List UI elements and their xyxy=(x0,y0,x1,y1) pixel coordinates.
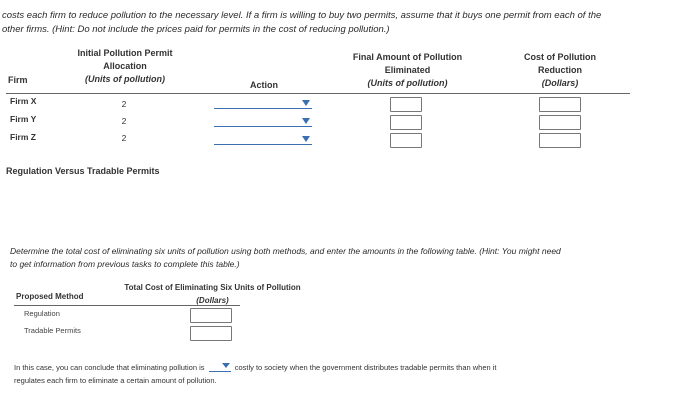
firm-z-cost-input[interactable] xyxy=(539,133,581,148)
conclusion-line1 xyxy=(14,361,694,372)
row-regulation-label: Regulation xyxy=(24,309,60,318)
table1-header-rule xyxy=(6,93,630,94)
col-final-line2: Eliminated xyxy=(384,65,431,75)
firm-x-action-dropdown[interactable] xyxy=(214,97,312,109)
conclusion-line2: regulates each firm to eliminate a certain amount of pollution. xyxy=(14,376,217,385)
col-cost-units: (Dollars) xyxy=(541,78,579,88)
col-initial-units: (Units of pollution) xyxy=(85,74,165,84)
tradable-permits-total-cost-input[interactable] xyxy=(190,326,232,341)
firm-y-final-amount-input[interactable] xyxy=(390,115,422,130)
chevron-down-icon xyxy=(302,118,310,124)
firm-y-action-dropdown[interactable] xyxy=(214,115,312,127)
col-cost-header xyxy=(510,51,610,90)
section-title: Regulation Versus Tradable Permits xyxy=(6,166,160,176)
row-firm-y-allocation: 2 xyxy=(121,116,127,126)
row-firm-z-allocation: 2 xyxy=(121,133,127,143)
firm-y-cost-input[interactable] xyxy=(539,115,581,130)
col-initial-line2: Allocation xyxy=(103,61,147,71)
col-firm-header: Firm xyxy=(8,75,28,85)
table2-method-header: Proposed Method xyxy=(16,292,84,301)
row-firm-z-label: Firm Z xyxy=(10,132,36,142)
firm-x-cost-input[interactable] xyxy=(539,97,581,112)
col-initial-line1: Initial Pollution Permit xyxy=(77,48,173,58)
intro-line1: costs each firm to reduce pollution to the necessary level. If a firm is willing to buy two permits, assume that it buys one permit from each of the xyxy=(2,10,602,21)
table2-cost-units: (Dollars) xyxy=(196,296,229,305)
col-cost-line2: Reduction xyxy=(538,65,582,75)
regulation-total-cost-input[interactable] xyxy=(190,308,232,323)
col-final-line1: Final Amount of Pollution xyxy=(352,52,463,62)
firm-z-final-amount-input[interactable] xyxy=(390,133,422,148)
chevron-down-icon xyxy=(302,136,310,142)
col-final-header xyxy=(340,51,475,90)
row-firm-x-label: Firm X xyxy=(10,96,37,106)
table2-cost-header xyxy=(105,281,320,307)
conclusion-comparison-dropdown[interactable] xyxy=(209,361,231,372)
instructions-line1: Determine the total cost of eliminating six units of pollution using both methods, and enter the amounts in the following table. (Hint: You might need xyxy=(10,246,561,256)
firm-z-action-dropdown[interactable] xyxy=(214,133,312,145)
conclusion-part2: costly to society when the government distributes tradable permits than when it xyxy=(234,363,497,372)
col-final-units: (Units of pollution) xyxy=(367,78,448,88)
instructions-line2: to get information from previous tasks to complete this table.) xyxy=(10,259,240,269)
table2-header-rule xyxy=(14,305,240,306)
conclusion-part1: In this case, you can conclude that eliminating pollution is xyxy=(14,363,205,372)
row-firm-x-allocation: 2 xyxy=(121,99,127,109)
chevron-down-icon xyxy=(302,100,310,106)
chevron-down-icon xyxy=(222,363,230,368)
firm-x-final-amount-input[interactable] xyxy=(390,97,422,112)
row-tradable-permits-label: Tradable Permits xyxy=(24,326,81,335)
col-initial-allocation-header xyxy=(60,47,190,86)
row-firm-y-label: Firm Y xyxy=(10,114,37,124)
col-cost-line1: Cost of Pollution xyxy=(524,52,596,62)
table2-cost-line1: Total Cost of Eliminating Six Units of Pollution xyxy=(124,283,301,292)
intro-line2: other firms. (Hint: Do not include the prices paid for permits in the cost of reducing pollution.) xyxy=(2,24,390,35)
col-action-header: Action xyxy=(250,80,278,90)
